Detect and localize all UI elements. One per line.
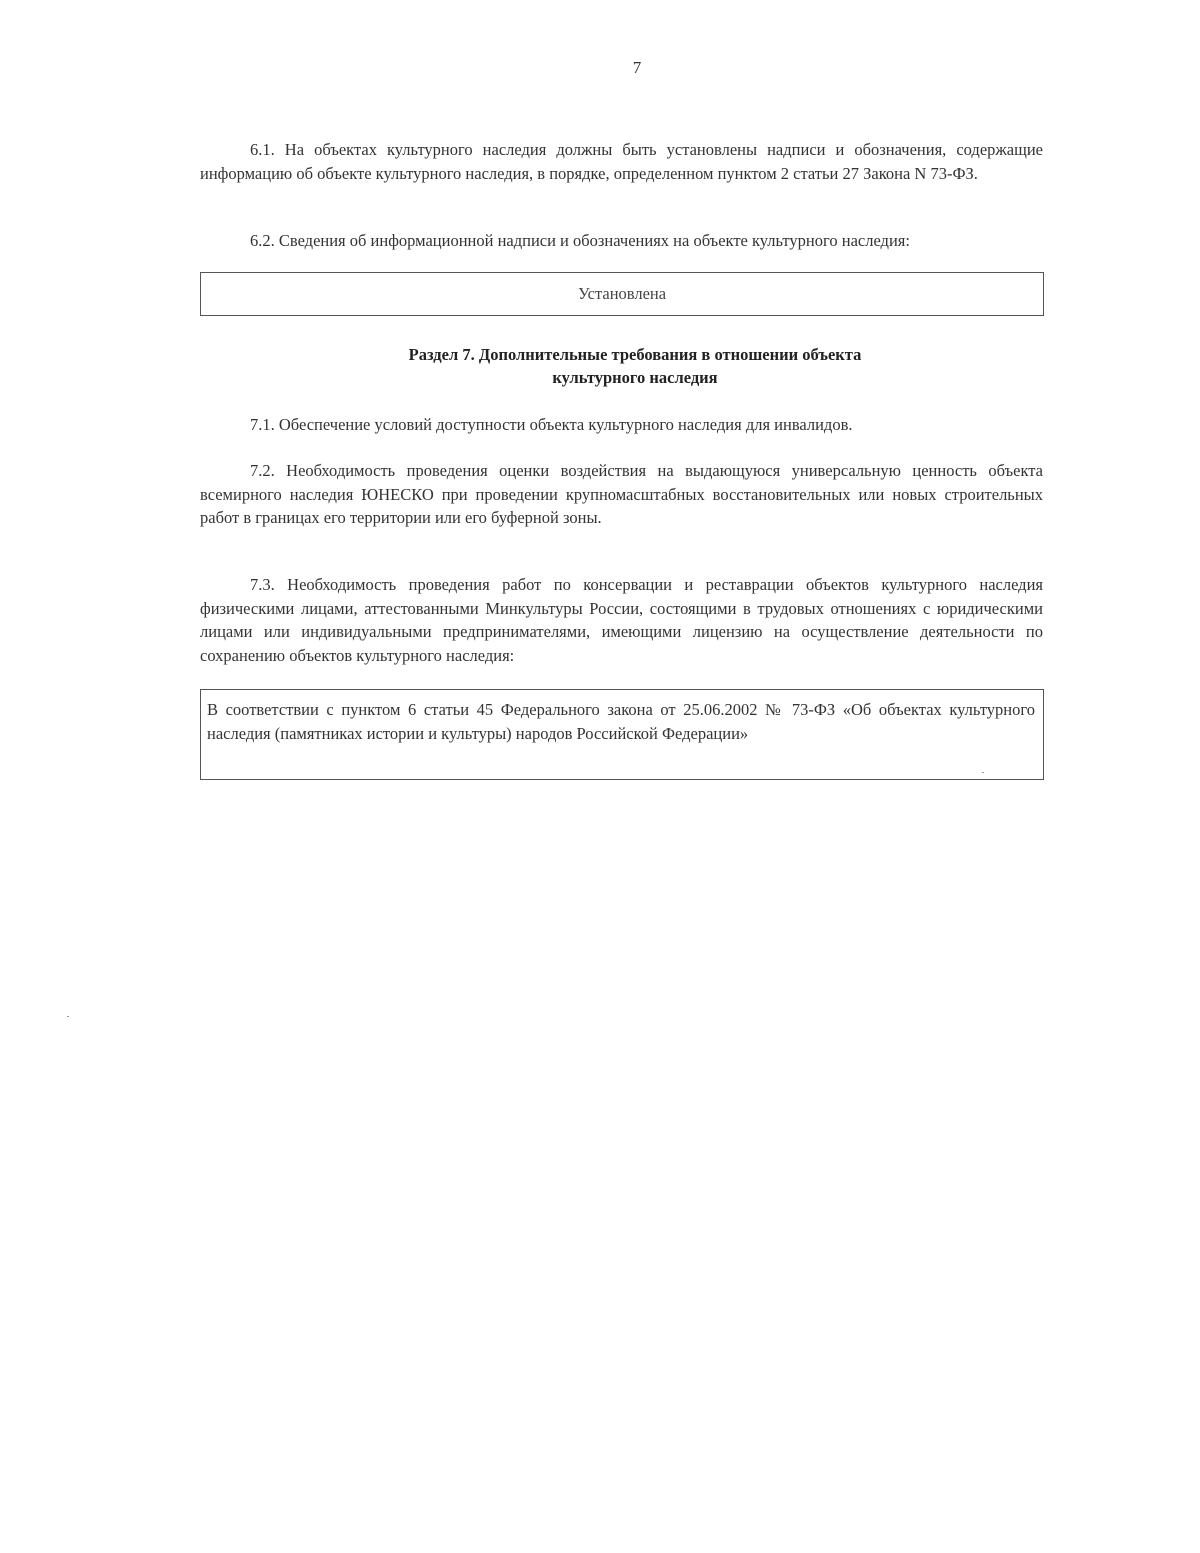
page-number: 7 xyxy=(632,58,642,77)
law-reference-box xyxy=(200,689,1044,780)
inscription-status-value: Установлена xyxy=(577,284,667,303)
paragraph-7-1: 7.1. Обеспечение условий доступности объекта культурного наследия для инвалидов. xyxy=(250,415,853,434)
section-7-heading-line2: культурного наследия xyxy=(552,368,718,387)
paragraph-6-2: 6.2. Сведения об информационной надписи и обозначениях на объекте культурного наследия: xyxy=(250,231,910,250)
paragraph-6-1: 6.1. На объектах культурного наследия должны быть установлены надписи и обозначения, содержащие информацию об объекте культурного наследия, в порядке, определенном пунктом 2 статьи 27 Закона N 73-ФЗ. xyxy=(200,140,1043,183)
section-7-heading-line1: Раздел 7. Дополнительные требования в отношении объекта xyxy=(408,345,862,364)
paragraph-7-2: 7.2. Необходимость проведения оценки воздействия на выдающуюся универсальную ценность объекта всемирного наследия ЮНЕСКО при проведении крупномасштабных восстановительных или новых строительных работ в границах его территории или его буферной зоны. xyxy=(200,461,1043,527)
scan-speck xyxy=(67,1016,69,1017)
section-7-heading xyxy=(300,343,970,389)
inscription-status-box xyxy=(200,272,1044,316)
law-reference-text: В соответствии с пунктом 6 статьи 45 Федерального закона от 25.06.2002 № 73-ФЗ «Об объектах культурного наследия (памятниках истории и культуры) народов Российской Федерации» xyxy=(207,700,1035,743)
scan-speck xyxy=(982,772,984,773)
paragraph-7-3: 7.3. Необходимость проведения работ по консервации и реставрации объектов культурного наследия физическими лицами, аттестованными Минкультуры России, состоящими в трудовых отношениях с юридическими лицами или индивидуальными предпринимателями, имеющими лицензию на осуществление деятельности по сохранению объектов культурного наследия: xyxy=(200,575,1043,665)
